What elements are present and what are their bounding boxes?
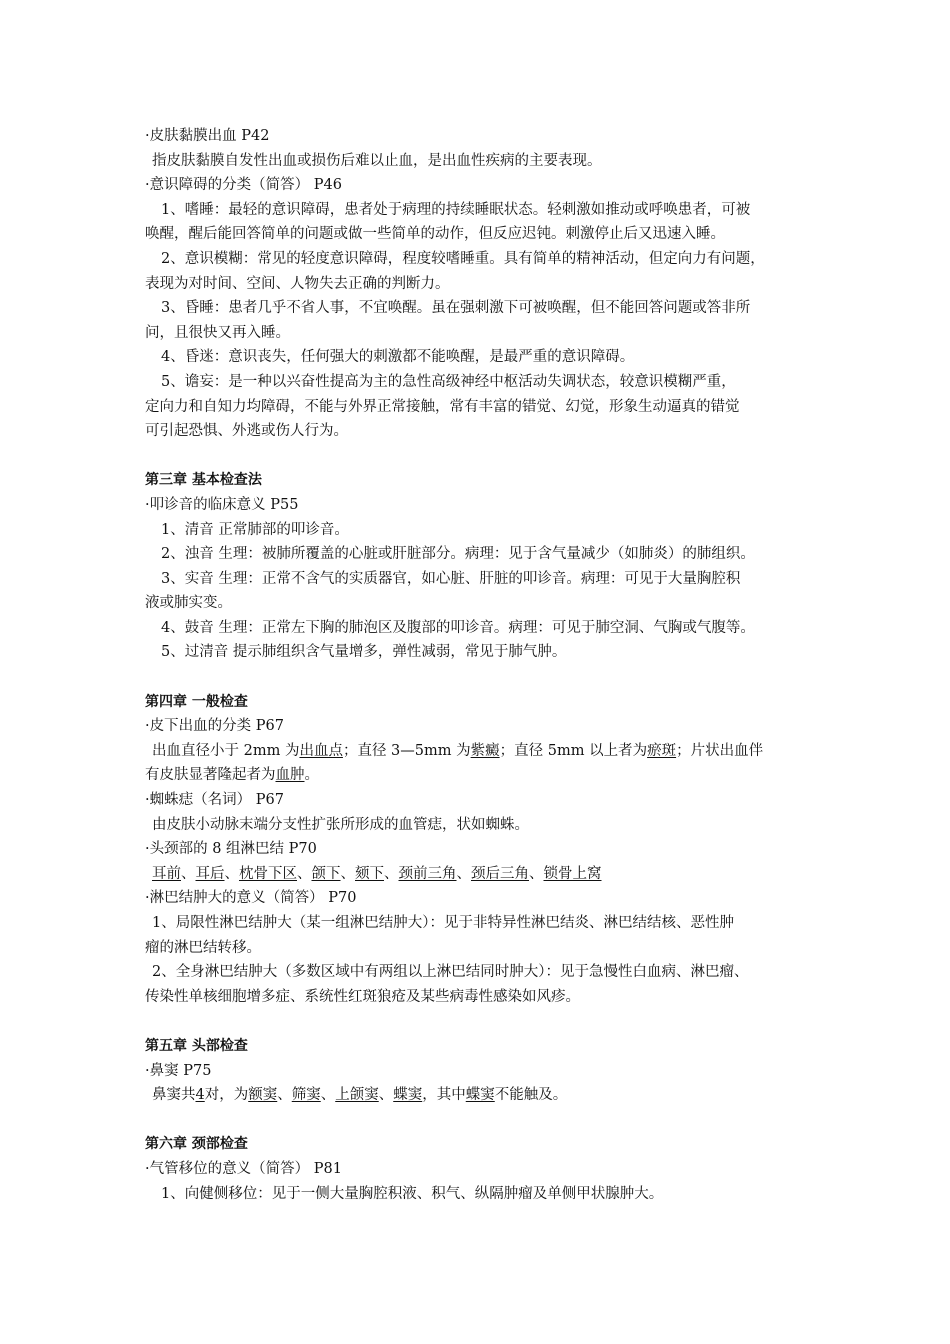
term-purpura: 紫癜 [470,742,500,759]
list-item: 2、意识模糊：常见的轻度意识障碍，程度较嗜睡重。具有简单的精神活动，但定向力有问题， [161,250,765,267]
list-item: 3、昏睡：患者几乎不省人事，不宜唤醒。虽在强刺激下可被唤醒，但不能回答问题或答非所 [161,300,751,317]
list-item-cont: 定向力和自知力均障碍，不能与外界正常接触，常有丰富的错觉、幻觉，形象生动逼真的错觉 [145,398,740,415]
section-title-lymph-nodes: ·头颈部的 8 组淋巴结 P70 [145,841,317,858]
list-item: 2、全身淋巴结肿大（多数区域中有两组以上淋巴结同时肿大）：见于急慢性白血病、淋巴瘤、 [152,964,749,981]
list-item: 5、谵妄：是一种以兴奋性提高为主的急性高级神经中枢活动失调状态，较意识模糊严重， [161,373,736,390]
section-title-trachea: ·气管移位的意义（简答） P81 [145,1160,342,1177]
paragraph: 由皮肤小动脉末端分支性扩张所形成的血管痣，状如蜘蛛。 [152,816,529,833]
list-item: 4、昏迷：意识丧失，任何强大的刺激都不能唤醒，是最严重的意识障碍。 [161,349,635,366]
list-item-cont: 唤醒，醒后能回答简单的问题或做一些简单的动作，但反应迟钝。刺激停止后又迅速入睡。 [145,226,725,243]
section-title-sinus: ·鼻窦 P75 [145,1062,212,1079]
list-item: 1、清音 正常肺部的叩诊音。 [161,521,349,538]
list-item-cont: 问，且很快又再入睡。 [145,324,290,341]
section-title-subcutaneous-bleeding: ·皮下出血的分类 P67 [145,718,284,735]
list-item-cont: 可引起恐惧、外逃或伤人行为。 [145,423,348,440]
term-hematoma: 血肿 [275,767,305,784]
section-title-lymphadenopathy: ·淋巴结肿大的意义（简答） P70 [145,890,357,907]
list-item: 1、嗜睡：最轻的意识障碍，患者处于病理的持续睡眠状态。轻刺激如推动或呼唤患者，可被 [161,201,751,218]
chapter-heading-4: 第四章 一般检查 [145,693,248,710]
section-title-consciousness: ·意识障碍的分类（简答） P46 [145,177,342,194]
chapter-heading-3: 第三章 基本检查法 [145,472,262,489]
list-item: 5、过清音 提示肺组织含气量增多，弹性减弱，常见于肺气肿。 [161,644,567,661]
term-petechia: 出血点 [299,742,343,759]
paragraph: 指皮肤黏膜自发性出血或损伤后难以止血，是出血性疾病的主要表现。 [152,152,602,169]
spacer [145,444,825,469]
list-item: 1、局限性淋巴结肿大（某一组淋巴结肿大）：见于非特异性淋巴结炎、淋巴结结核、恶性肿 [152,915,734,931]
list-item: 4、鼓音 生理：正常左下胸的肺泡区及腹部的叩诊音。病理：可见于肺空洞、气胸或气腹等。 [161,619,755,636]
list-item-cont: 瘤的淋巴结转移。 [145,939,261,956]
term-ecchymosis: 瘀斑 [647,742,677,759]
spacer [145,665,825,690]
paragraph-bleeding-cont: 有皮肤显著隆起者为血肿。 [145,767,319,784]
list-item-cont: 液或肺实变。 [145,595,232,612]
spacer [145,1009,825,1034]
section-title-percussion: ·叩诊音的临床意义 P55 [145,496,299,513]
list-item-cont: 表现为对时间、空间、人物失去正确的判断力。 [145,275,450,292]
paragraph-bleeding: 出血直径小于 2mm 为出血点；直径 3—5mm 为紫癜；直径 5mm 以上者为瘀斑；片状出血伴 [152,742,764,759]
document-page [145,124,825,1206]
section-title-spider-nevus: ·蜘蛛痣（名词） P67 [145,792,284,809]
chapter-heading-6: 第六章 颈部检查 [145,1136,248,1153]
spacer [145,1108,825,1133]
section-title-skin-bleeding: ·皮肤黏膜出血 P42 [145,128,270,144]
lymph-node-list: 耳前、耳后、枕骨下区、颌下、颏下、颈前三角、颈后三角、锁骨上窝 [152,865,602,882]
list-item-cont: 传染性单核细胞增多症、系统性红斑狼疮及某些病毒性感染如风疹。 [145,988,580,1005]
list-item: 3、实音 生理：正常不含气的实质器官，如心脏、肝脏的叩诊音。病理：可见于大量胸腔积 [161,570,741,587]
chapter-heading-5: 第五章 头部检查 [145,1037,248,1054]
list-item: 2、浊音 生理：被肺所覆盖的心脏或肝脏部分。病理：见于含气量减少（如肺炎）的肺组织。 [161,546,755,563]
list-item: 1、向健侧移位：见于一侧大量胸腔积液、积气、纵隔肿瘤及单侧甲状腺肿大。 [161,1185,664,1202]
paragraph-sinus: 鼻窦共4对，为额窦、筛窦、上颌窦、蝶窦，其中蝶窦不能触及。 [152,1087,568,1104]
